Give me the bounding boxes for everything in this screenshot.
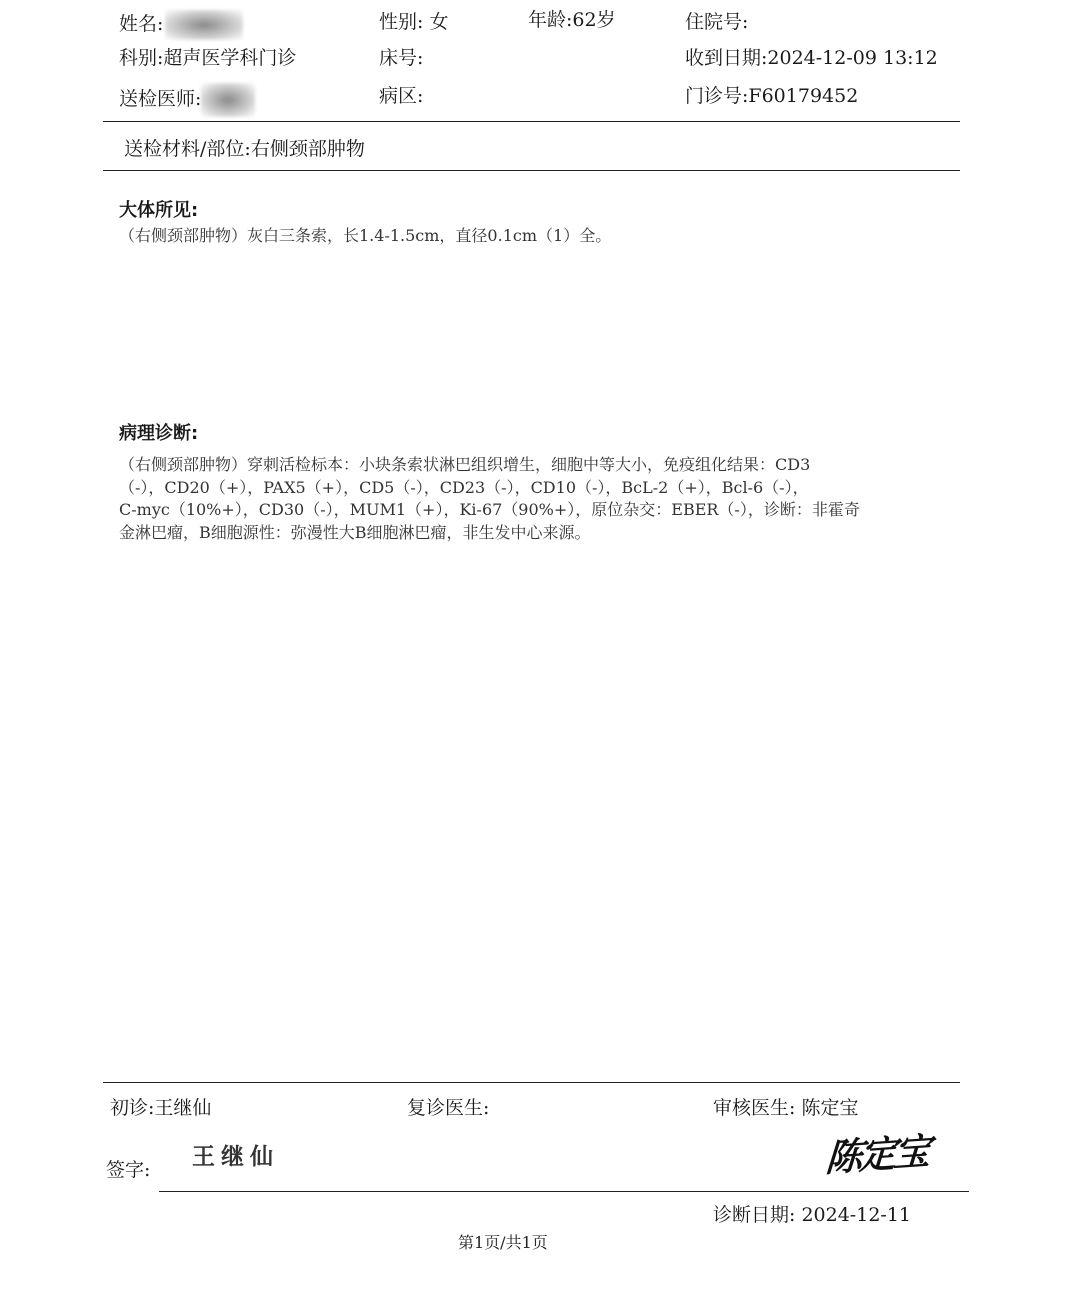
received-date-field bbox=[685, 46, 938, 70]
outpatient-no-field bbox=[685, 84, 858, 108]
redacted-name bbox=[165, 10, 243, 40]
initial-doctor-signature: 王继仙 bbox=[192, 1143, 279, 1170]
received-date-value: 2024-12-09 13:12 bbox=[767, 47, 938, 69]
gross-findings-title: 大体所见: bbox=[119, 200, 199, 221]
gender-label: 性别: bbox=[379, 11, 424, 33]
submitting-doctor-label: 送检医师: bbox=[119, 88, 202, 110]
outpatient-no-value: F60179452 bbox=[748, 85, 859, 107]
header-divider bbox=[103, 121, 960, 122]
received-date-label: 收到日期: bbox=[685, 47, 768, 69]
diagnosis-line-3: C-myc（10%+），CD30（-），MUM1（+），Ki-67（90%+），原位杂交：EBER（-），诊断：非霍奇 bbox=[119, 500, 860, 519]
footer-divider-top bbox=[103, 1082, 960, 1083]
initial-doctor-label: 初诊: bbox=[110, 1097, 155, 1119]
diagnosis-date-label: 诊断日期: bbox=[713, 1204, 796, 1226]
diagnosis-line-1: （右侧颈部肿物）穿刺活检标本：小块条索状淋巴组织增生，细胞中等大小，免疫组化结果：CD3 bbox=[119, 455, 811, 474]
diagnosis-date-field bbox=[713, 1203, 911, 1227]
redacted-doctor bbox=[201, 83, 255, 117]
specimen-label: 送检材料/部位: bbox=[124, 138, 251, 160]
audit-doctor-value: 陈定宝 bbox=[801, 1097, 859, 1119]
department-field bbox=[119, 46, 296, 70]
pathology-diagnosis-text bbox=[119, 454, 961, 544]
specimen-value: 右侧颈部肿物 bbox=[250, 138, 365, 160]
page-number: 第1页/共1页 bbox=[458, 1233, 548, 1252]
inpatient-no-field bbox=[685, 10, 748, 34]
diagnosis-date-value: 2024-12-11 bbox=[801, 1204, 911, 1226]
audit-doctor-label: 审核医生: bbox=[713, 1097, 796, 1119]
submitting-doctor-field bbox=[119, 83, 255, 117]
ward-label: 病区: bbox=[379, 85, 424, 107]
diagnosis-line-2: （-），CD20（+），PAX5（+），CD5（-），CD23（-），CD10（-），BcL-2（+），Bcl-6（-）， bbox=[119, 477, 809, 497]
footer-divider-bottom bbox=[159, 1191, 969, 1192]
bed-no-field bbox=[379, 46, 423, 70]
bed-no-label: 床号: bbox=[379, 47, 424, 69]
patient-name-field bbox=[119, 10, 243, 40]
gender-field bbox=[379, 10, 448, 34]
age-value: 62岁 bbox=[572, 9, 616, 31]
age-label: 年龄: bbox=[528, 9, 573, 31]
patient-name-label: 姓名: bbox=[119, 13, 164, 35]
review-doctor-label: 复诊医生: bbox=[407, 1097, 490, 1119]
sign-label: 签字: bbox=[106, 1159, 151, 1181]
department-label: 科别: bbox=[119, 47, 164, 69]
inpatient-no-label: 住院号: bbox=[685, 11, 749, 33]
audit-doctor-field bbox=[713, 1096, 858, 1120]
outpatient-no-label: 门诊号: bbox=[685, 85, 749, 107]
specimen-divider bbox=[103, 170, 960, 171]
review-doctor-field bbox=[407, 1096, 489, 1120]
specimen-field bbox=[124, 137, 365, 161]
initial-doctor-value: 王继仙 bbox=[154, 1097, 212, 1119]
diagnosis-line-4: 金淋巴瘤，B细胞源性：弥漫性大B细胞淋巴瘤，非生发中心来源。 bbox=[119, 522, 591, 542]
pathology-diagnosis-title: 病理诊断: bbox=[119, 423, 199, 444]
department-value: 超声医学科门诊 bbox=[163, 47, 297, 69]
ward-field bbox=[379, 84, 423, 108]
initial-doctor-field bbox=[110, 1096, 211, 1120]
audit-doctor-signature: 陈定宝 bbox=[824, 1128, 930, 1181]
gender-value: 女 bbox=[429, 11, 449, 33]
gross-findings-text: （右侧颈部肿物）灰白三条索，长1.4-1.5cm，直径0.1cm（1）全。 bbox=[119, 226, 612, 245]
age-field bbox=[528, 8, 616, 32]
